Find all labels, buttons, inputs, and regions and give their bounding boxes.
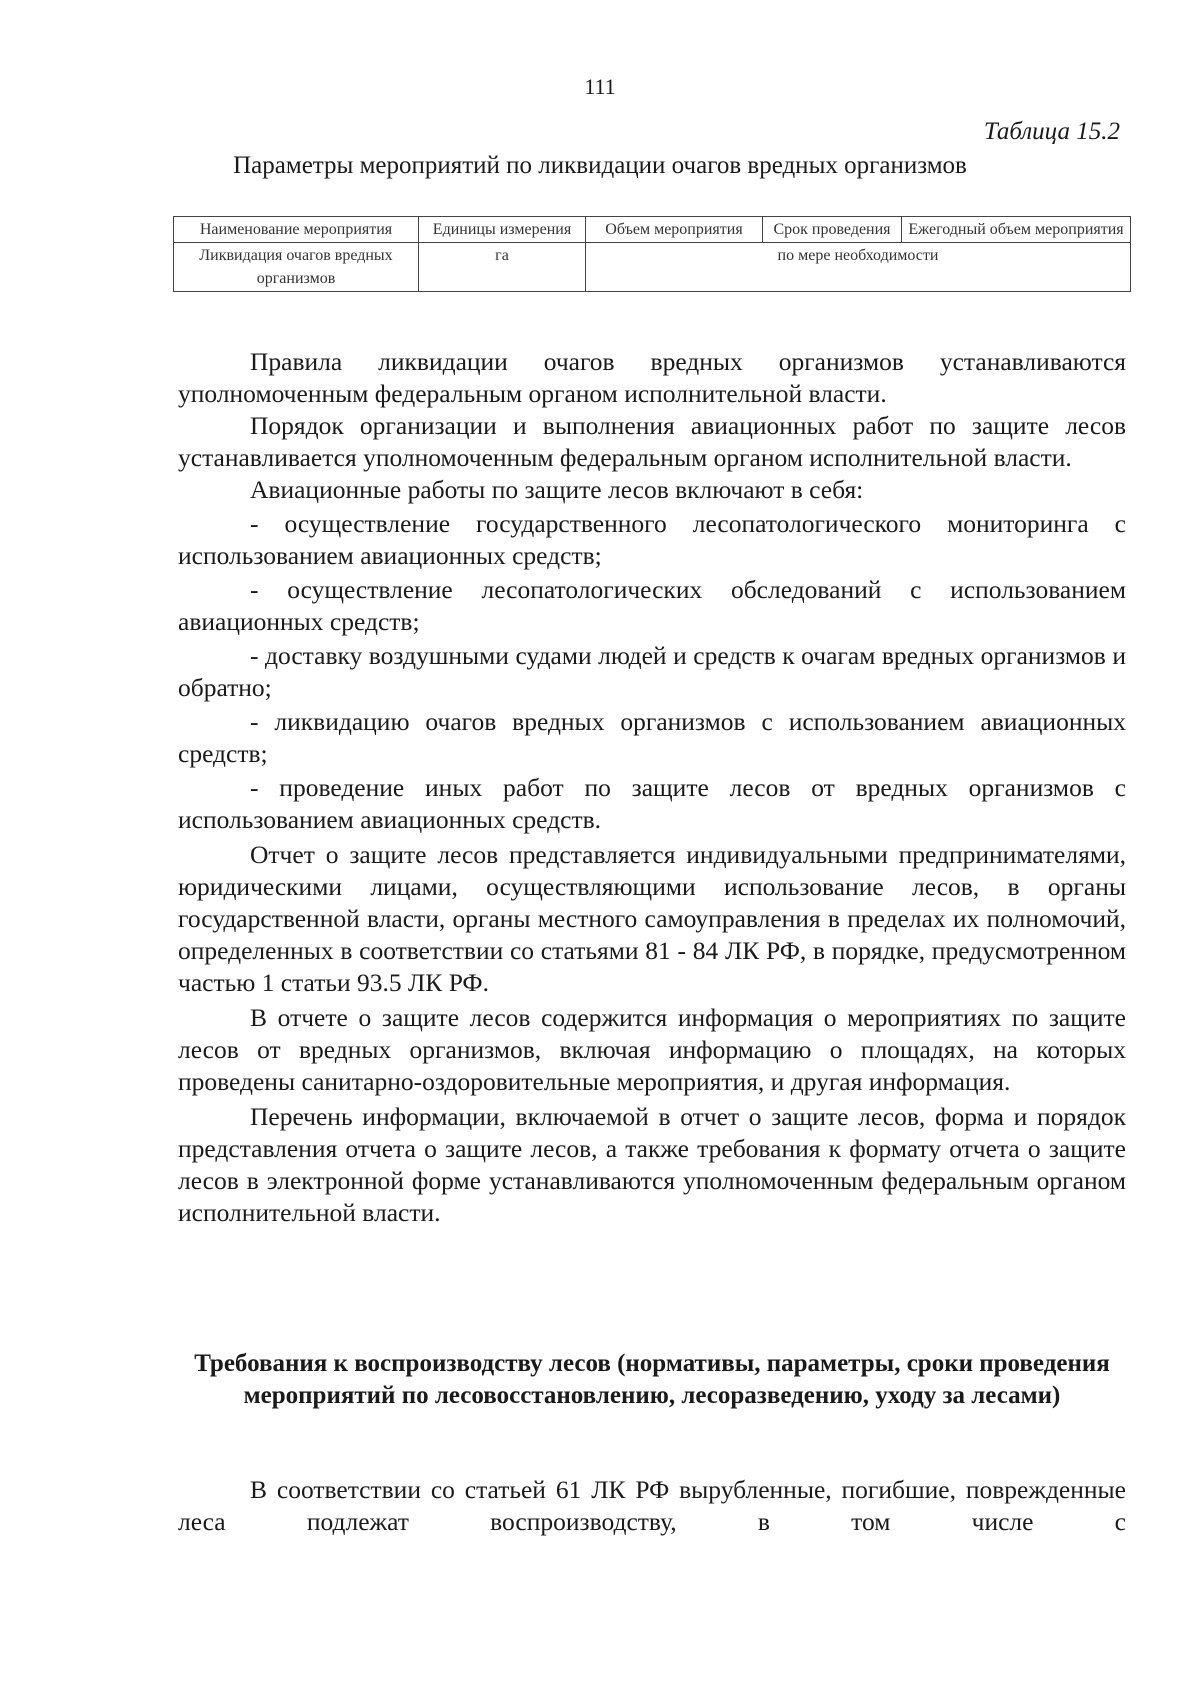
paragraph: Правила ликвидации очагов вредных организмов устанавливаются уполномоченным федеральным органом исполнительной власти. (178, 347, 1126, 408)
paragraph: Порядок организации и выполнения авиационных работ по защите лесов устанавливается уполномоченным федеральным органом исполнительной власти. (178, 411, 1126, 472)
table-row (174, 243, 1131, 292)
header-measure-name: Наименование мероприятия (174, 217, 419, 243)
header-annual-volume: Ежегодный объем мероприятия (902, 217, 1131, 243)
table-caption: Таблица 15.2 (983, 118, 1120, 145)
body-text-continued (178, 1474, 1126, 1538)
paragraph: Перечень информации, включаемой в отчет о защите лесов, форма и порядок представления отчета о защите лесов, а также требования к формату отчета о защите лесов в электронной форме устанавливаются уполномоченным федеральным органом исполнительной власти. (178, 1102, 1126, 1227)
list-item: - ликвидацию очагов вредных организмов с использованием авиационных средств; (178, 707, 1126, 768)
header-units: Единицы измерения (419, 217, 586, 243)
list-item: - осуществление лесопатологических обследований с использованием авиационных средств; (178, 575, 1126, 636)
header-volume: Объем мероприятия (586, 217, 763, 243)
paragraph: В отчете о защите лесов содержится информация о мероприятиях по защите лесов от вредных организмов, включая информацию о площадях, на которых проведены санитарно-оздоровительные мероприятия, и другая информация. (178, 1003, 1126, 1096)
cell-unit: га (419, 243, 586, 292)
paragraph: В соответствии со статьей 61 ЛК РФ вырубленные, погибшие, поврежденные леса подлежат воспроизводству, в том числе с (178, 1475, 1126, 1536)
paragraph: Авиационные работы по защите лесов включают в себя: (250, 475, 864, 504)
cell-measure-name: Ликвидация очагов вредных организмов (174, 243, 419, 292)
table-header-row (174, 217, 1131, 243)
list-item: - доставку воздушными судами людей и средств к очагам вредных организмов и обратно; (178, 641, 1126, 702)
cell-as-needed: по мере необходимости (586, 243, 1131, 292)
header-period: Срок проведения (763, 217, 902, 243)
measures-table (173, 216, 1131, 292)
table-title: Параметры мероприятий по ликвидации очагов вредных организмов (233, 152, 967, 179)
list-item: - осуществление государственного лесопатологического мониторинга с использованием авиационных средств; (178, 509, 1126, 570)
body-text (178, 346, 1126, 1229)
page-number: 111 (584, 74, 616, 99)
list-item: - проведение иных работ по защите лесов от вредных организмов с использованием авиационных средств. (178, 773, 1126, 834)
paragraph: Отчет о защите лесов представляется индивидуальными предпринимателями, юридическими лицами, осуществляющими использование лесов, в органы государственной власти, органы местного самоуправления в пределах их полномочий, определенных в соответствии со статьями 81 - 84 ЛК РФ, в порядке, предусмотренном частью 1 статьи 93.5 ЛК РФ. (178, 840, 1126, 997)
section-heading: Требования к воспроизводству лесов (нормативы, параметры, сроки проведения мероприятий по лесовосстановлению, лесоразведению, уходу за лесами) (194, 1350, 1110, 1409)
